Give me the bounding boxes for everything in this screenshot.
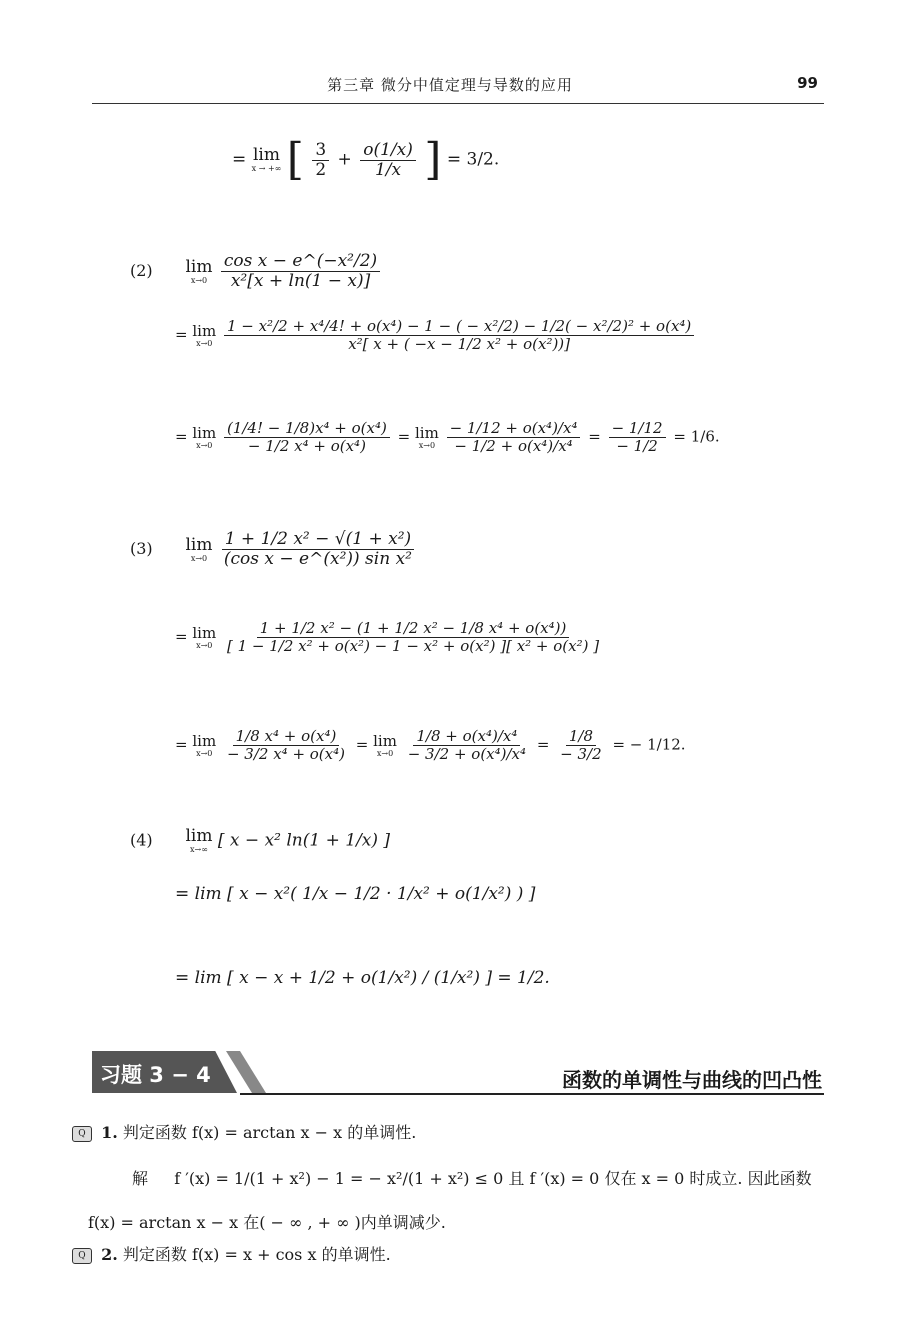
equation-continuation: = lim x → +∞ [ $\frac{3}{2}$ + $\frac{o(1/x)}{1/x}$ ] = 3/2.	[232, 134, 500, 185]
exercise-2: Q 2. 判定函数 f(x) = x + cos x 的单调性.	[72, 1242, 391, 1265]
lim-operator: lim x → +∞	[251, 145, 282, 173]
solution-1-line1: 解 f ′(x) = 1/(1 + x²) − 1 = − x²/(1 + x²) ≤ 0 且 f ′(x) = 0 仅在 x = 0 时成立. 因此函数	[132, 1169, 812, 1188]
problem-4-line2: = lim [ x − x²( 1/x − 1/2 · 1/x² + o(1/x²) ) ]	[175, 884, 536, 904]
problem-2-line3: = lim x→0 $\frac{\text{(1/4! − 1/8)x⁴ + o(x⁴)}}{\text{− 1/2 x⁴ + o(x⁴)}}$ = lim x→0 $\frac{\text{− 1/12 + o(x⁴)/x⁴}}{\text{− 1/2 + o(x⁴)/x⁴}}$ = $\frac{- 1/12}{- 1/2}$ = 1/6.	[175, 419, 720, 455]
problem-4-line3: = lim [ x − x + 1/2 + o(1/x²) / (1/x²) ] = 1/2.	[175, 968, 550, 988]
fraction-3-over-2: $\frac{3}{2}$	[312, 141, 329, 180]
section-rule	[240, 1093, 824, 1095]
exercise-1: Q 1. 判定函数 f(x) = arctan x − x 的单调性.	[72, 1120, 416, 1143]
problem-3-line2: = lim x→0 $\frac{\text{1 + 1/2 x² − (1 + 1/2 x² − 1/8 x⁴ + o(x⁴))}}{\text{[ 1 − 1/2 x² + o(x²) − 1 − x² + o(x²) ][ x² + o(x²) ]}}$	[175, 619, 600, 655]
section-title: 函数的单调性与曲线的凹凸性	[562, 1068, 822, 1092]
fraction-o-over-1x: $\frac{o(1/x)}{1/x}$	[360, 141, 416, 180]
page-number: 99	[797, 74, 818, 92]
section-label: 习题 3 − 4	[100, 1063, 211, 1087]
result-text: = 3/2.	[446, 149, 500, 170]
problem-2-line2: = lim x→0 1 − x²/2 + x⁴/4! + o(x⁴) − 1 − ( − x²/2) − 1/2( − x²/2)² + o(x⁴) x²[ x + ( −x − 1/2 x² + o(x²))]	[175, 318, 697, 353]
problem-4-line1: (4) lim x→∞ [ x − x² ln(1 + 1/x) ]	[130, 826, 391, 854]
problem-2-line1: (2) lim x→0 $\frac{\text{cos x − e\textasciicircum{}(−x²/2)}}{\text{x²[x + ln(1 − x)]}}$	[130, 252, 383, 291]
header-rule	[92, 103, 824, 104]
problem-3-line3: = lim x→0 $\frac{\text{1/8 x⁴ + o(x⁴)}}{\text{− 3/2 x⁴ + o(x⁴)}}$ = lim x→0 $\frac{\text{1/8 + o(x⁴)/x⁴}}{\text{− 3/2 + o(x⁴)/x⁴}}$ = $\frac{1/8}{- 3/2}$ = − 1/12.	[175, 727, 686, 763]
problem-3-line1: (3) lim x→0 $\frac{\text{1 + 1/2 x² − √(1 + x²)}}{\text{(cos x − e\textasciicircum{}(x²)) sin x²}}$	[130, 530, 418, 569]
question-icon: Q	[72, 1248, 92, 1264]
running-header: 第三章 微分中值定理与导数的应用	[327, 76, 573, 94]
solution-1-line2: f(x) = arctan x − x 在( − ∞ , + ∞ )内单调减少.	[88, 1213, 446, 1232]
question-icon: Q	[72, 1126, 92, 1142]
